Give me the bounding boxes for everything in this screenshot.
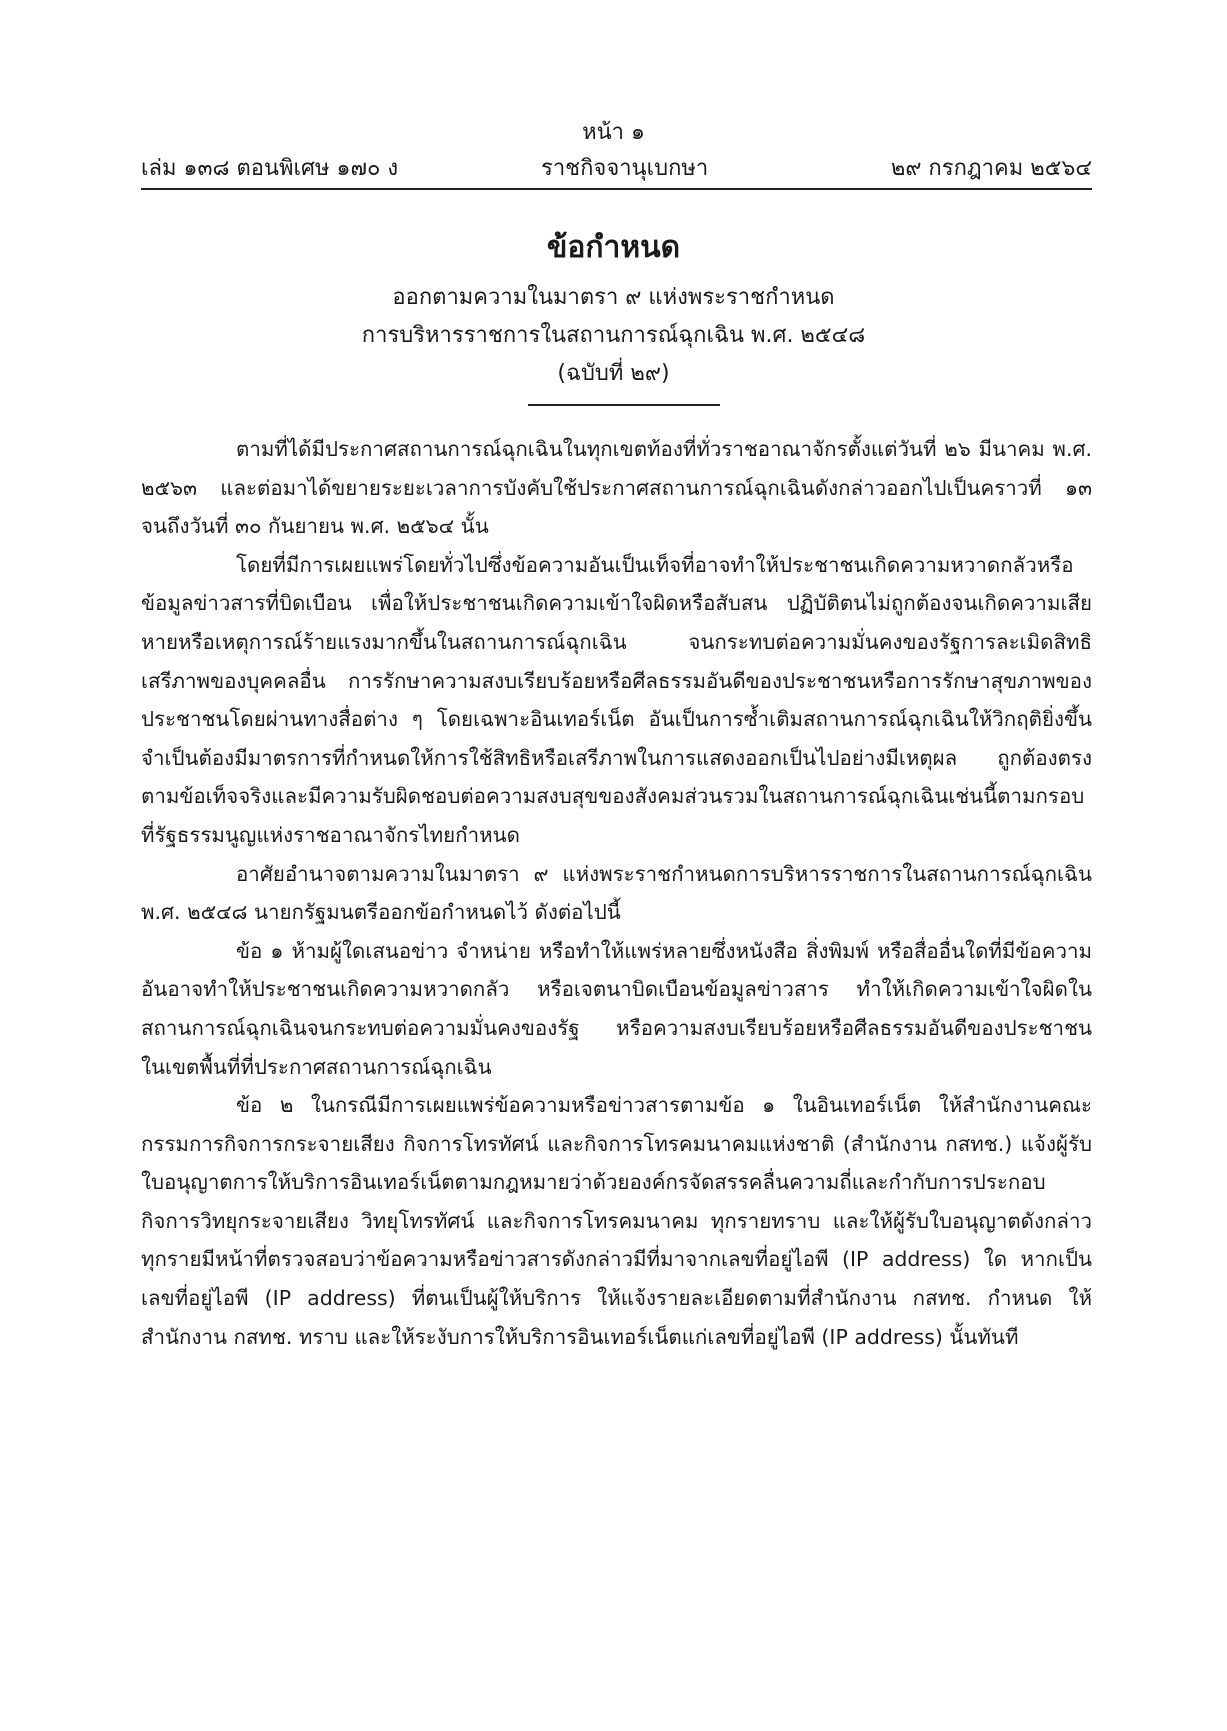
document-body: [141, 430, 1092, 1356]
document-subtitle-2: การบริหารราชการในสถานการณ์ฉุกเฉิน พ.ศ. ๒๕๔๘: [361, 323, 866, 348]
gazette-header: [141, 150, 1092, 184]
document-title: ข้อกำหนด: [546, 230, 681, 265]
document-subtitle-1: ออกตามความในมาตรา ๙ แห่งพระราชกำหนด: [392, 285, 835, 310]
page-number: หน้า ๑: [582, 120, 645, 145]
paragraph-rationale: โดยที่มีการเผยแพร่โดยทั่วไปซึ่งข้อความอันเป็นเท็จที่อาจทำให้ประชาชนเกิดความหวาดกลัวหรือข้อมูลข่าวสารที่บิดเบือน เพื่อให้ประชาชนเกิดความเข้าใจผิดหรือสับสน ปฏิบัติตนไม่ถูกต้องจนเกิดความเสียหายหรือเหตุการณ์ร้ายแรงมากขึ้นในสถานการณ์ฉุกเฉิน จนกระทบต่อความมั่นคงของรัฐการละเมิดสิทธิเสรีภาพของบุคคลอื่น การรักษาความสงบเรียบร้อยหรือศีลธรรมอันดีของประชาชนหรือการรักษาสุขภาพของประชาชนโดยผ่านทางสื่อต่าง ๆ โดยเฉพาะอินเทอร์เน็ต อันเป็นการซ้ำเติมสถานการณ์ฉุกเฉินให้วิกฤติยิ่งขึ้น จำเป็นต้องมีมาตรการที่กำหนดให้การใช้สิทธิหรือเสรีภาพในการแสดงออกเป็นไปอย่างมีเหตุผล ถูกต้องตรงตามข้อเท็จจริงและมีความรับผิดชอบต่อความสงบสุขของสังคมส่วนรวมในสถานการณ์ฉุกเฉินเช่นนี้ตามกรอบที่รัฐธรรมนูญแห่งราชอาณาจักรไทยกำหนด: [141, 552, 1092, 847]
paragraph-clause-1: ข้อ ๑ ห้ามผู้ใดเสนอข่าว จำหน่าย หรือทำให้แพร่หลายซึ่งหนังสือ สิ่งพิมพ์ หรือสื่ออื่นใดที่มีข้อความอันอาจทำให้ประชาชนเกิดความหวาดกลัว หรือเจตนาบิดเบือนข้อมูลข่าวสาร ทำให้เกิดความเข้าใจผิดในสถานการณ์ฉุกเฉินจนกระทบต่อความมั่นคงของรัฐ หรือความสงบเรียบร้อยหรือศีลธรรมอันดีของประชาชน ในเขตพื้นที่ที่ประกาศสถานการณ์ฉุกเฉิน: [141, 938, 1092, 1079]
document-edition: (ฉบับที่ ๒๙): [557, 361, 670, 386]
paragraph-preamble: ตามที่ได้มีประกาศสถานการณ์ฉุกเฉินในทุกเขตท้องที่ทั่วราชอาณาจักรตั้งแต่วันที่ ๒๖ มีนาคม พ.ศ. ๒๕๖๓ และต่อมาได้ขยายระยะเวลาการบังคับใช้ประกาศสถานการณ์ฉุกเฉินดังกล่าวออกไปเป็นคราวที่ ๑๓ จนถึงวันที่ ๓๐ กันยายน พ.ศ. ๒๕๖๔ นั้น: [141, 437, 1092, 539]
publication-date: ๒๙ กรกฎาคม ๒๕๖๔: [890, 156, 1092, 181]
paragraph-clause-2: ข้อ ๒ ในกรณีมีการเผยแพร่ข้อความหรือข่าวสารตามข้อ ๑ ในอินเทอร์เน็ต ให้สำนักงานคณะกรรมการกิจการกระจายเสียง กิจการโทรทัศน์ และกิจการโทรคมนาคมแห่งชาติ (สำนักงาน กสทช.) แจ้งผู้รับใบอนุญาตการให้บริการอินเทอร์เน็ตตามกฎหมายว่าด้วยองค์กรจัดสรรคลื่นความถี่และกำกับการประกอบกิจการวิทยุกระจายเสียง วิทยุโทรทัศน์ และกิจการโทรคมนาคม ทุกรายทราบ และให้ผู้รับใบอนุญาตดังกล่าวทุกรายมีหน้าที่ตรวจสอบว่าข้อความหรือข่าวสารดังกล่าวมีที่มาจากเลขที่อยู่ไอพี (IP address) ใด หากเป็นเลขที่อยู่ไอพี (IP address) ที่ตนเป็นผู้ให้บริการ ให้แจ้งรายละเอียดตามที่สำนักงาน กสทช. กำหนด ให้สำนักงาน กสทช. ทราบ และให้ระงับการให้บริการอินเทอร์เน็ตแก่เลขที่อยู่ไอพี (IP address) นั้นทันที: [141, 1093, 1092, 1349]
title-divider: [528, 404, 720, 406]
gazette-name: ราชกิจจานุเบกษา: [541, 156, 709, 181]
paragraph-authority: อาศัยอำนาจตามความในมาตรา ๙ แห่งพระราชกำหนดการบริหารราชการในสถานการณ์ฉุกเฉิน พ.ศ. ๒๕๔๘ นายกรัฐมนตรีออกข้อกำหนดไว้ ดังต่อไปนี้: [141, 861, 1092, 925]
header-divider: [141, 188, 1092, 190]
volume-issue: เล่ม ๑๓๘ ตอนพิเศษ ๑๗๐ ง: [141, 156, 399, 181]
